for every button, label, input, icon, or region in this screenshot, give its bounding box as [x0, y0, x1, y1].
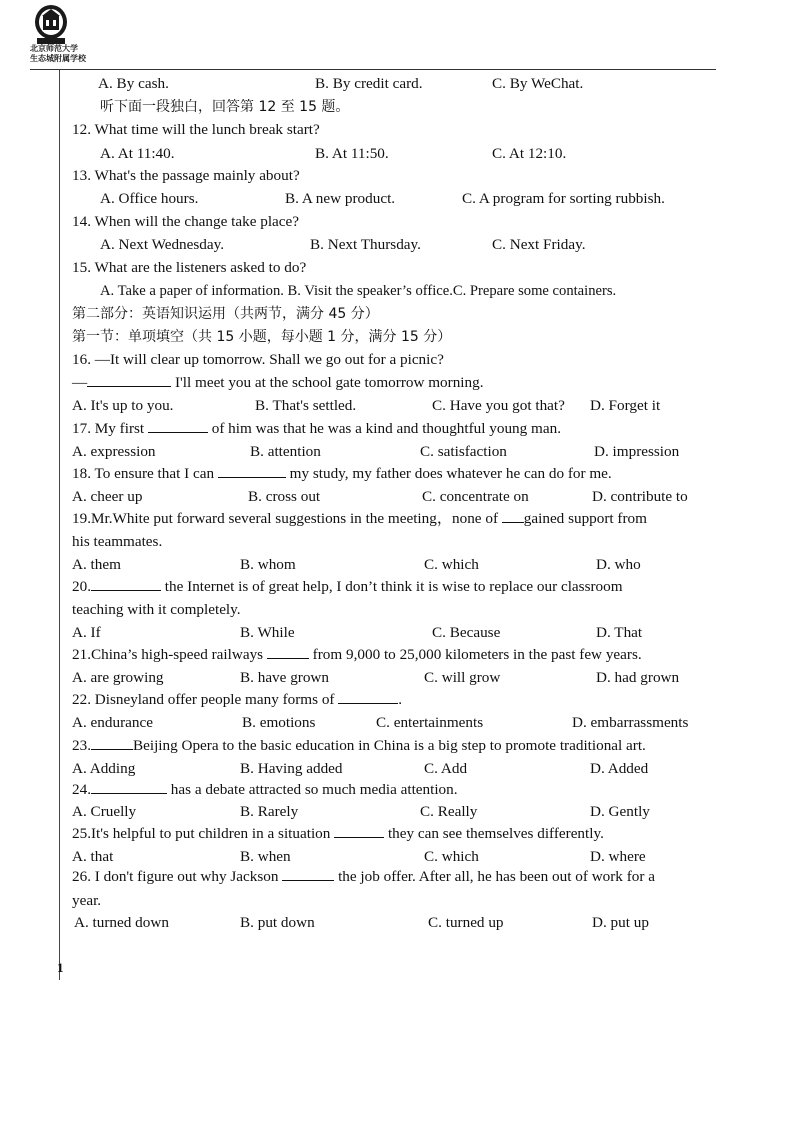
q21-option-c: C. will grow: [424, 669, 501, 686]
q23-stem-pre: 23.: [72, 737, 91, 754]
q23-option-d: D. Added: [590, 760, 649, 777]
q25-stem-post: they can see themselves differently.: [384, 825, 604, 842]
q24-option-a: A. Cruelly: [72, 803, 137, 820]
q21-option-a: A. are growing: [72, 669, 164, 686]
q22-option-b: B. emotions: [242, 714, 316, 731]
q18-option-d: D. contribute to: [592, 488, 688, 505]
q20-stem-post: the Internet is of great help, I don’t think it is wise to replace our classroom: [160, 578, 623, 595]
q17-option-b: B. attention: [250, 443, 321, 460]
q24-option-b: B. Rarely: [240, 803, 299, 820]
q18-stem-post: my study, my father does whatever he can do for me.: [285, 465, 612, 482]
q18-option-a: A. cheer up: [72, 488, 143, 505]
q26-stem: [72, 868, 655, 886]
q24-stem-post: has a debate attracted so much media attention.: [166, 781, 458, 798]
answer-blank: [267, 646, 309, 659]
q24-option-c: C. Really: [420, 803, 478, 820]
q16-option-d: D. Forget it: [590, 397, 661, 414]
margin-line: [59, 70, 60, 980]
q16-dash: —: [72, 374, 88, 391]
answer-blank: [91, 781, 167, 794]
q12-option-a: A. At 11:40.: [100, 145, 175, 162]
q18-option-c: C. concentrate on: [422, 488, 529, 505]
answer-blank: [91, 578, 161, 591]
q26-option-b: B. put down: [240, 914, 315, 931]
q23-stem: [72, 737, 646, 755]
q12-stem: 12. What time will the lunch break start?: [72, 121, 320, 138]
answer-blank: [334, 825, 384, 838]
q17-stem: [72, 420, 561, 438]
q19-stem-line2: his teammates.: [72, 533, 163, 550]
q26-option-c: C. turned up: [428, 914, 504, 931]
q20-stem-line2: teaching with it completely.: [72, 601, 241, 618]
q16-option-a: A. It's up to you.: [72, 397, 174, 414]
school-name-line1: 北京师范大学: [30, 44, 78, 53]
q15-stem: 15. What are the listeners asked to do?: [72, 259, 307, 276]
q22-option-a: A. endurance: [72, 714, 153, 731]
q13-stem: 13. What's the passage mainly about?: [72, 167, 300, 184]
q12-option-c: C. At 12:10.: [492, 145, 567, 162]
answer-blank: [87, 374, 171, 387]
q26-option-d: D. put up: [592, 914, 649, 931]
q16-reply: I'll meet you at the school gate tomorrow morning.: [171, 374, 484, 391]
q17-option-c: C. satisfaction: [420, 443, 507, 460]
q22-stem: [72, 691, 402, 709]
q25-stem-pre: 25.It's helpful to put children in a situation: [72, 825, 335, 842]
q18-stem-pre: 18. To ensure that I can: [72, 465, 218, 482]
q11-option-a: A. By cash.: [98, 75, 169, 92]
q25-option-c: C. which: [424, 848, 479, 865]
q25-option-b: B. when: [240, 848, 291, 865]
q20-option-d: D. That: [596, 624, 643, 641]
q17-stem-pre: 17. My first: [72, 420, 148, 437]
q25-option-d: D. where: [590, 848, 646, 865]
page-number: 1: [57, 960, 64, 975]
q14-stem: 14. When will the change take place?: [72, 213, 300, 230]
q23-option-a: A. Adding: [72, 760, 136, 777]
answer-blank: [282, 868, 334, 881]
answer-blank: [338, 691, 398, 704]
q18-stem: [72, 465, 612, 483]
q14-option-b: B. Next Thursday.: [310, 236, 421, 253]
q20-stem-pre: 20.: [72, 578, 91, 595]
q19-option-d: D. who: [596, 556, 641, 573]
section1-title: 第一节：单项填空（共 15 小题，每小题 1 分，满分 15 分）: [72, 329, 452, 345]
q19-stem-post: gained support from: [523, 510, 647, 527]
q13-option-a: A. Office hours.: [100, 190, 199, 207]
q16-option-c: C. Have you got that?: [432, 397, 565, 414]
q14-option-a: A. Next Wednesday.: [100, 236, 225, 253]
q21-stem-pre: 21.China’s high-speed railways: [72, 646, 267, 663]
q20-option-b: B. While: [240, 624, 295, 641]
q23-option-b: B. Having added: [240, 760, 343, 777]
q19-option-c: C. which: [424, 556, 479, 573]
q19-stem: [72, 510, 647, 528]
q26-stem-pre: 26. I don't figure out why Jackson: [72, 868, 283, 885]
q24-stem: [72, 781, 458, 799]
q21-stem-post: from 9,000 to 25,000 kilometers in the past few years.: [308, 646, 642, 663]
answer-blank: [148, 420, 208, 433]
q25-option-a: A. that: [72, 848, 114, 865]
q16-stem: 16. —It will clear up tomorrow. Shall we go out for a picnic?: [72, 351, 444, 368]
q13-option-c: C. A program for sorting rubbish.: [462, 190, 665, 207]
answer-blank: [91, 737, 133, 750]
q26-stem-post: the job offer. After all, he has been out of work for a: [334, 868, 655, 885]
answer-blank: [218, 465, 286, 478]
q22-stem-post: .: [398, 691, 403, 708]
q22-option-d: D. embarrassments: [572, 714, 689, 731]
q16-option-b: B. That's settled.: [255, 397, 357, 414]
q18-option-b: B. cross out: [248, 488, 321, 505]
q21-option-d: D. had grown: [596, 669, 680, 686]
q11-option-b: B. By credit card.: [315, 75, 423, 92]
q20-option-c: C. Because: [432, 624, 501, 641]
q19-option-b: B. whom: [240, 556, 296, 573]
part2-title: 第二部分：英语知识运用（共两节，满分 45 分）: [72, 306, 379, 322]
q24-option-d: D. Gently: [590, 803, 650, 820]
school-logo-icon: [34, 4, 68, 46]
q11-option-c: C. By WeChat.: [492, 75, 584, 92]
monologue-instruction: 听下面一段独白，回答第 12 至 15 题。: [100, 99, 350, 115]
answer-blank: [502, 510, 524, 523]
q21-option-b: B. have grown: [240, 669, 329, 686]
q16-reply-line: [72, 374, 484, 392]
q17-stem-post: of him was that he was a kind and thoughtful young man.: [207, 420, 561, 437]
q26-option-a: A. turned down: [74, 914, 169, 931]
q15-options: A. Take a paper of information. B. Visit the speaker’s office.C. Prepare some containers.: [100, 283, 617, 299]
q12-option-b: B. At 11:50.: [315, 145, 389, 162]
q21-stem: [72, 646, 642, 664]
q20-stem: [72, 578, 623, 596]
q20-option-a: A. If: [72, 624, 101, 641]
q24-stem-pre: 24.: [72, 781, 91, 798]
header-rule: [30, 69, 716, 70]
q19-stem-pre: 19.Mr.White put forward several suggestions in the meeting，none of: [72, 510, 502, 527]
school-name: [30, 44, 86, 64]
q23-stem-post: Beijing Opera to the basic education in China is a big step to promote traditional art.: [132, 737, 646, 754]
q17-option-a: A. expression: [72, 443, 156, 460]
q26-stem-line2: year.: [72, 892, 102, 909]
q22-option-c: C. entertainments: [376, 714, 484, 731]
q19-option-a: A. them: [72, 556, 121, 573]
q22-stem-pre: 22. Disneyland offer people many forms of: [72, 691, 339, 708]
q25-stem: [72, 825, 604, 843]
q17-option-d: D. impression: [594, 443, 680, 460]
q13-option-b: B. A new product.: [285, 190, 396, 207]
q14-option-c: C. Next Friday.: [492, 236, 586, 253]
school-name-line2: 生态城附属学校: [30, 54, 86, 63]
q23-option-c: C. Add: [424, 760, 468, 777]
